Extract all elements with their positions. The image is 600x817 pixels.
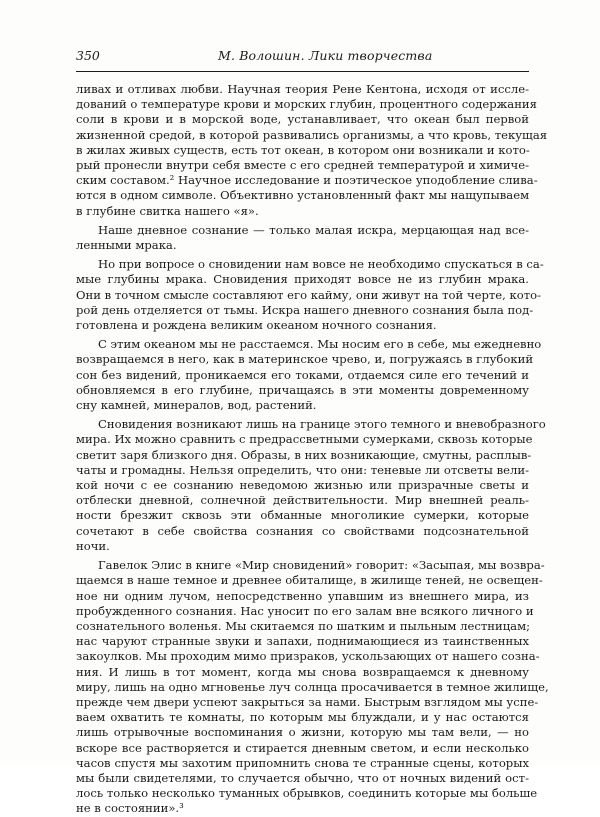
text-line: рой день отделяется от тьмы. Искра нашего дневного сознания была под-	[76, 302, 534, 317]
text-line: сну камней, минералов, вод, растений.	[76, 398, 317, 413]
text-line: мы были свидетелями, то случается обычно, что от ночных видений ост-	[76, 770, 529, 785]
text-line: жизненной средой, в которой развивались организмы, а что кровь, текущая	[76, 127, 548, 142]
text-line: ются в одном символе. Объективно установленный факт мы нащупываем	[76, 188, 530, 203]
header-rule	[76, 71, 529, 72]
text-line: мые глубины мрака. Сновидения приходят вовсе не из глубин мрака.	[76, 272, 529, 287]
text-line: рый пронесли внутри себя вместе с его средней температурой и химиче-	[76, 158, 529, 173]
text-line: ским составом.² Научное исследование и поэтическое уподобление слива-	[76, 173, 538, 188]
text-line: ливах и отливах любви. Научная теория Рене Кентона, исходя от иссле-	[76, 82, 529, 96]
text-line: ности брезжит сквозь эти обманные многоликие сумерки, которые	[76, 508, 529, 523]
text-line: лось только несколько туманных обрывков, соединить которые мы больше	[76, 786, 538, 801]
running-title: М. Волошин. Лики творчества	[218, 48, 433, 63]
text-line: отблески дневной, солнечной действительности. Мир внешней реаль-	[76, 493, 529, 508]
text-line: миру, лишь на одно мгновенье луч солнца просачивается в темное жилище,	[76, 679, 549, 694]
text-line: возвращаемся в него, как в материнское чрево, и, погружаясь в глубокий	[76, 352, 534, 367]
paragraph	[76, 558, 549, 816]
body-text	[76, 82, 549, 817]
paragraph	[76, 223, 529, 253]
text-line: готовлена и рождена великим океаном ночного сознания.	[76, 318, 437, 333]
text-line: ночи.	[76, 538, 110, 553]
text-line: ваем охватить те комнаты, по которым мы блуждали, и у нас остаются	[76, 710, 529, 725]
text-line: вскоре все растворяется и стирается дневным светом, и если несколько	[76, 740, 529, 755]
text-line: ния. И лишь в тот момент, когда мы снова возвращаемся к дневному	[76, 664, 529, 679]
text-line: часов спустя мы захотим припомнить снова те странные сцены, которых	[76, 755, 529, 770]
text-line: Сновидения возникают лишь на границе этого темного и вневобразного	[98, 417, 546, 432]
text-line: Но при вопросе о сновидении нам вовсе не необходимо спускаться в са-	[98, 257, 544, 272]
text-line: соли в крови и в морской воде, устанавливает, что океан был первой	[76, 112, 529, 127]
text-line: обновляемся в его глубине, причащаясь в эти моменты довременному	[76, 382, 529, 397]
text-line: сознательного воленья. Мы скитаемся по шатким и пыльным лестницам;	[76, 618, 530, 633]
text-line: С этим океаном мы не расстаемся. Мы носим его в себе, мы ежедневно	[98, 337, 542, 352]
text-line: прежде чем двери успеют закрыться за нами. Быстрым взглядом мы успе-	[76, 694, 539, 709]
text-line: лишь отрывочные воспоминания о жизни, которую мы там вели, — но	[76, 725, 529, 740]
text-line: ленными мрака.	[76, 238, 177, 253]
paragraph	[76, 257, 544, 333]
text-line: чаты и громадны. Нельзя определить, что они: теневые ли отсветы вели-	[76, 462, 529, 477]
text-line: Гавелок Элис в книге «Мир сновидений» говорит: «Засыпая, мы возвра-	[98, 558, 545, 573]
text-line: в жилах живых существ, есть тот океан, в котором они возникали и кото-	[76, 142, 530, 157]
text-line: Они в точном смысле составляют его кайму, они живут на той черте, кото-	[76, 287, 542, 302]
text-line: пробужденного сознания. Нас уносит по его залам вне всякого личного и	[76, 603, 534, 618]
text-line: в глубине свитка нашего «я».	[76, 203, 259, 218]
text-line: щаемся в наше темное и древнее обиталище, в жилище теней, не освещен-	[76, 573, 543, 588]
paragraph	[76, 417, 546, 554]
text-line: нас чаруют странные звуки и запахи, поднимающиеся из таинственных	[76, 634, 529, 649]
page-number: 350	[76, 48, 100, 63]
text-line: сон без видений, проникаемся его токами, отдаемся силе его течений и	[76, 367, 529, 382]
text-line: не в состоянии».³	[76, 801, 184, 816]
text-line: мира. Их можно сравнить с предрассветными сумерками, сквозь которые	[76, 432, 533, 447]
text-line: светит заря близкого дня. Образы, в них возникающие, смутны, расплыв-	[76, 447, 532, 462]
running-header	[76, 46, 529, 66]
paragraph	[76, 82, 548, 219]
text-line: сочетают в себе свойства сознания со свойствами подсознательной	[76, 523, 529, 538]
text-line: дований о температуре крови и морских глубин, процентного содержания	[76, 97, 537, 112]
text-line: закоулков. Мы проходим мимо призраков, ускользающих от нашего созна-	[76, 649, 540, 664]
text-line: кой ночи с ее сознанию неведомою жизнью или призрачные светы и	[76, 478, 529, 493]
text-line: ное ни одним лучом, непосредственно упавшим из внешнего мира, из	[76, 588, 529, 603]
paragraph	[76, 337, 542, 413]
text-line: Наше дневное сознание — только малая искра, мерцающая над все-	[98, 222, 529, 237]
